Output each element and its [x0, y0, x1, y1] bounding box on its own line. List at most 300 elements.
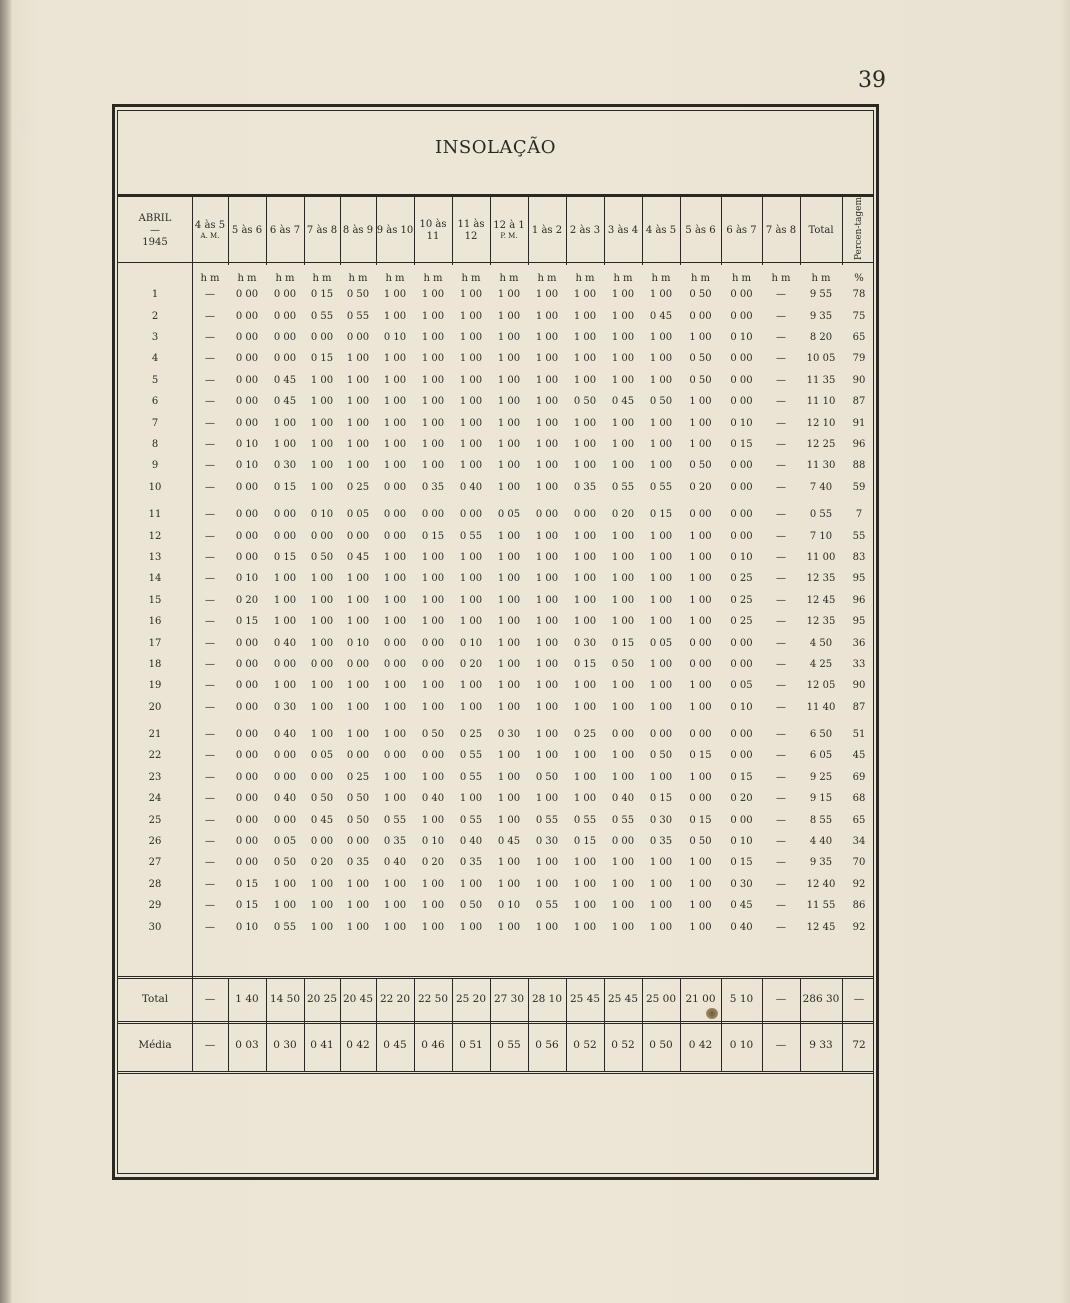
- value-cell: 1 00: [535, 878, 559, 890]
- table-bottom-rule: [117, 1071, 874, 1074]
- value-cell: 0 00: [689, 658, 712, 670]
- value-cell: 12 45: [806, 921, 836, 933]
- value-cell: 0 55: [535, 900, 559, 912]
- value-cell: 1 00: [421, 310, 445, 322]
- value-cell: 1 00: [346, 396, 370, 408]
- value-cell: 0 30: [497, 729, 521, 741]
- hour-column-label: 4 às 5: [194, 220, 226, 232]
- value-cell: 0 15: [310, 353, 334, 365]
- value-cell: 0 35: [459, 857, 483, 869]
- value-cell: 11 00: [806, 551, 836, 563]
- value-cell: —: [776, 616, 786, 628]
- value-cell: 0 50: [459, 900, 483, 912]
- column-rule: [228, 197, 229, 265]
- value-cell: 1 00: [689, 616, 712, 628]
- value-cell: 0 00: [235, 310, 259, 322]
- value-cell: 91: [852, 417, 866, 429]
- value-cell: —: [205, 396, 215, 408]
- value-cell: 1 00: [649, 417, 673, 429]
- value-cell: 0 00: [383, 509, 407, 521]
- percent-column-header: [842, 197, 876, 264]
- value-cell: 1 00: [421, 439, 445, 451]
- summary-value-cell: 0 03: [235, 1038, 259, 1051]
- column-rule: [642, 197, 643, 265]
- value-cell: 1 00: [346, 701, 370, 713]
- value-cell: 0 00: [235, 481, 259, 493]
- value-cell: 0 30: [273, 701, 297, 713]
- value-cell: 1 00: [459, 921, 483, 933]
- summary-value-cell: 25 00: [645, 992, 677, 1005]
- value-cell: 11 35: [806, 374, 836, 386]
- value-cell: 0 55: [611, 481, 635, 493]
- value-cell: 0 00: [730, 530, 753, 542]
- value-cell: 96: [852, 594, 866, 606]
- value-cell: —: [776, 793, 786, 805]
- value-cell: —: [205, 353, 215, 365]
- value-cell: 1 00: [497, 921, 521, 933]
- unit-label: h m: [771, 273, 791, 285]
- column-rule-totals: [566, 978, 567, 1071]
- table-row: [118, 504, 876, 525]
- value-cell: 55: [852, 530, 866, 542]
- summary-value-cell: 9 33: [809, 1038, 833, 1051]
- table-row: [118, 916, 876, 937]
- column-rule: [842, 197, 843, 265]
- value-cell: 88: [852, 460, 866, 472]
- value-cell: 0 00: [730, 750, 753, 762]
- value-cell: 9 55: [809, 289, 833, 301]
- unit-label: h m: [385, 273, 405, 285]
- value-cell: 0 15: [573, 658, 597, 670]
- column-rule-totals: [680, 978, 681, 1071]
- value-cell: —: [205, 921, 215, 933]
- value-cell: 1 00: [383, 594, 407, 606]
- value-cell: 1 00: [573, 439, 597, 451]
- value-cell: 1 00: [459, 878, 483, 890]
- hour-column-header: [800, 197, 842, 264]
- value-cell: 1 00: [573, 551, 597, 563]
- value-cell: 1 00: [497, 332, 521, 344]
- value-cell: 1 00: [573, 460, 597, 472]
- media-row-label: Média: [138, 1038, 172, 1051]
- value-cell: 1 00: [689, 594, 712, 606]
- table-row: [118, 568, 876, 589]
- value-cell: 1 00: [535, 793, 559, 805]
- ink-stain: [706, 1008, 718, 1019]
- value-cell: —: [776, 750, 786, 762]
- value-cell: 0 00: [383, 530, 407, 542]
- value-cell: 0 15: [730, 771, 753, 783]
- value-cell: 1 00: [573, 353, 597, 365]
- value-cell: 1 00: [421, 460, 445, 472]
- summary-value-cell: 0 55: [497, 1038, 521, 1051]
- value-cell: —: [205, 310, 215, 322]
- value-cell: 0 10: [235, 921, 259, 933]
- value-cell: —: [776, 374, 786, 386]
- insolation-table: [118, 197, 876, 1068]
- value-cell: 0 00: [273, 310, 297, 322]
- value-cell: 0 50: [535, 771, 559, 783]
- value-cell: 1 00: [459, 439, 483, 451]
- hour-column-label: 5 às 6: [231, 224, 263, 236]
- value-cell: 1 00: [421, 921, 445, 933]
- value-cell: —: [776, 530, 786, 542]
- value-cell: 0 15: [235, 878, 259, 890]
- value-cell: 1 00: [535, 481, 559, 493]
- hour-column-label: 4 às 5: [645, 224, 677, 236]
- value-cell: 1 00: [649, 439, 673, 451]
- value-cell: 34: [852, 836, 866, 848]
- value-cell: 0 50: [421, 729, 445, 741]
- value-cell: 0 00: [383, 637, 407, 649]
- value-cell: 1 00: [573, 594, 597, 606]
- value-cell: 0 10: [730, 701, 753, 713]
- value-cell: 0 00: [611, 836, 635, 848]
- value-cell: 0 55: [383, 814, 407, 826]
- column-rule-totals: [490, 978, 491, 1071]
- summary-value-cell: 14 50: [269, 992, 301, 1005]
- day-cell: 13: [148, 551, 162, 563]
- value-cell: 7 40: [809, 481, 833, 493]
- value-cell: —: [776, 417, 786, 429]
- value-cell: —: [205, 289, 215, 301]
- hour-column-header: [604, 197, 642, 264]
- value-cell: 1 00: [459, 460, 483, 472]
- value-cell: 0 10: [730, 551, 753, 563]
- column-rule: [566, 197, 567, 265]
- value-cell: 0 45: [346, 551, 370, 563]
- unit-label: h m: [575, 273, 595, 285]
- unit-label: h m: [811, 273, 831, 285]
- value-cell: 0 00: [273, 658, 297, 670]
- value-cell: 0 15: [310, 289, 334, 301]
- value-cell: 1 00: [383, 289, 407, 301]
- value-cell: —: [205, 460, 215, 472]
- value-cell: 1 00: [310, 417, 334, 429]
- value-cell: 1 00: [310, 701, 334, 713]
- column-rule: [192, 194, 193, 1072]
- value-cell: 0 50: [689, 374, 712, 386]
- summary-value-cell: 0 42: [688, 1038, 713, 1051]
- value-cell: 1 00: [649, 530, 673, 542]
- value-cell: 1 00: [649, 701, 673, 713]
- value-cell: 8 55: [809, 814, 833, 826]
- value-cell: 79: [852, 353, 866, 365]
- summary-value-cell: 0 45: [383, 1038, 407, 1051]
- table-row: [118, 767, 876, 788]
- value-cell: 1 00: [611, 616, 635, 628]
- column-rule: [490, 197, 491, 265]
- summary-value-cell: —: [775, 1038, 787, 1051]
- bleed-through-text: ░: [20, 118, 31, 134]
- summary-value-cell: 22 20: [379, 992, 411, 1005]
- value-cell: 1 00: [310, 481, 334, 493]
- table-row: [118, 434, 876, 455]
- summary-value-cell: 0 51: [459, 1038, 483, 1051]
- value-cell: 1 00: [689, 573, 712, 585]
- value-cell: 1 00: [689, 900, 712, 912]
- value-cell: 0 50: [273, 857, 297, 869]
- value-cell: 1 00: [689, 701, 712, 713]
- value-cell: 1 00: [497, 353, 521, 365]
- value-cell: 0 00: [383, 481, 407, 493]
- value-cell: 0 30: [573, 637, 597, 649]
- column-rule: [762, 197, 763, 265]
- value-cell: 1 00: [611, 921, 635, 933]
- value-cell: 0 00: [689, 310, 712, 322]
- value-cell: 87: [852, 701, 866, 713]
- value-cell: 1 00: [273, 439, 297, 451]
- value-cell: 0 00: [421, 637, 445, 649]
- table-row: [118, 697, 876, 718]
- value-cell: 1 00: [273, 573, 297, 585]
- value-cell: 0 20: [730, 793, 753, 805]
- value-cell: 1 00: [421, 900, 445, 912]
- summary-value-cell: 72: [852, 1038, 866, 1051]
- value-cell: 0 35: [383, 836, 407, 848]
- value-cell: 1 00: [535, 289, 559, 301]
- summary-value-cell: 1 40: [235, 992, 259, 1005]
- value-cell: 0 00: [649, 729, 673, 741]
- value-cell: 1 00: [273, 878, 297, 890]
- value-cell: 1 00: [611, 771, 635, 783]
- value-cell: 0 05: [649, 637, 673, 649]
- value-cell: 1 00: [421, 771, 445, 783]
- value-cell: 0 55: [459, 814, 483, 826]
- table-row: [118, 455, 876, 476]
- value-cell: 1 00: [346, 417, 370, 429]
- value-cell: 1 00: [535, 729, 559, 741]
- value-cell: 1 00: [611, 439, 635, 451]
- value-cell: 1 00: [611, 289, 635, 301]
- value-cell: 1 00: [421, 417, 445, 429]
- value-cell: 0 45: [273, 374, 297, 386]
- value-cell: 0 10: [421, 836, 445, 848]
- summary-value-cell: 0 46: [421, 1038, 445, 1051]
- value-cell: 1 00: [497, 750, 521, 762]
- value-cell: 0 00: [235, 509, 259, 521]
- hour-column-header: [266, 197, 304, 264]
- value-cell: 1 00: [535, 332, 559, 344]
- value-cell: 1 00: [689, 771, 712, 783]
- value-cell: 1 00: [383, 793, 407, 805]
- value-cell: 7: [855, 509, 863, 521]
- value-cell: 1 00: [535, 530, 559, 542]
- value-cell: 0 30: [730, 878, 753, 890]
- value-cell: 1 00: [649, 594, 673, 606]
- value-cell: 1 00: [611, 374, 635, 386]
- value-cell: 1 00: [649, 771, 673, 783]
- value-cell: 0 00: [730, 374, 753, 386]
- value-cell: 1 00: [383, 771, 407, 783]
- value-cell: —: [205, 793, 215, 805]
- value-cell: 1 00: [497, 658, 521, 670]
- value-cell: 11 10: [806, 396, 836, 408]
- value-cell: 1 00: [649, 374, 673, 386]
- value-cell: 0 00: [310, 332, 334, 344]
- value-cell: 0 00: [235, 793, 259, 805]
- value-cell: 1 00: [310, 374, 334, 386]
- value-cell: 1 00: [383, 310, 407, 322]
- hour-column-label: 6 às 7: [726, 224, 757, 236]
- value-cell: —: [776, 353, 786, 365]
- value-cell: 92: [852, 921, 866, 933]
- value-cell: 95: [852, 616, 866, 628]
- hour-column-sublabel: A. M.: [200, 232, 220, 241]
- table-row: [118, 611, 876, 632]
- column-rule-totals: [414, 978, 415, 1071]
- value-cell: 1 00: [573, 921, 597, 933]
- unit-label: h m: [312, 273, 332, 285]
- value-cell: 4 40: [809, 836, 833, 848]
- hour-column-label: 1 às 2: [531, 224, 563, 236]
- summary-value-cell: 27 30: [493, 992, 525, 1005]
- column-rule: [528, 197, 529, 265]
- value-cell: 96: [852, 439, 866, 451]
- value-cell: 1 00: [649, 573, 673, 585]
- unit-label: %: [854, 273, 864, 285]
- value-cell: 1 00: [573, 750, 597, 762]
- value-cell: 1 00: [649, 878, 673, 890]
- value-cell: 0 55: [611, 814, 635, 826]
- day-cell: 14: [148, 573, 162, 585]
- value-cell: 1 00: [573, 701, 597, 713]
- value-cell: 1 00: [421, 289, 445, 301]
- value-cell: 0 00: [235, 750, 259, 762]
- value-cell: 1 00: [383, 353, 407, 365]
- value-cell: 0 10: [235, 573, 259, 585]
- value-cell: 1 00: [689, 921, 712, 933]
- unit-label: h m: [537, 273, 557, 285]
- value-cell: —: [776, 460, 786, 472]
- hour-column-header: [192, 197, 228, 264]
- value-cell: 0 40: [611, 793, 635, 805]
- summary-value-cell: 5 10: [729, 992, 754, 1005]
- value-cell: 1 00: [346, 616, 370, 628]
- column-rule: [721, 197, 722, 265]
- value-cell: 1 00: [689, 332, 712, 344]
- value-cell: —: [776, 439, 786, 451]
- day-cell: 23: [148, 771, 162, 783]
- value-cell: 4 50: [809, 637, 833, 649]
- value-cell: 1 00: [497, 573, 521, 585]
- value-cell: 1 00: [310, 396, 334, 408]
- value-cell: 68: [852, 793, 866, 805]
- value-cell: 0 00: [235, 814, 259, 826]
- value-cell: 0 00: [310, 530, 334, 542]
- value-cell: 0 35: [649, 836, 673, 848]
- summary-value-cell: 0 41: [310, 1038, 334, 1051]
- value-cell: 1 00: [459, 310, 483, 322]
- value-cell: 0 45: [310, 814, 334, 826]
- value-cell: 1 00: [383, 729, 407, 741]
- value-cell: 0 00: [235, 836, 259, 848]
- value-cell: —: [776, 900, 786, 912]
- value-cell: 1 00: [535, 374, 559, 386]
- value-cell: —: [205, 680, 215, 692]
- value-cell: —: [776, 289, 786, 301]
- value-cell: 1 00: [689, 417, 712, 429]
- value-cell: 1 00: [383, 573, 407, 585]
- table-row: [118, 632, 876, 653]
- value-cell: —: [205, 332, 215, 344]
- table-row: [118, 852, 876, 873]
- value-cell: 51: [852, 729, 866, 741]
- value-cell: 1 00: [310, 637, 334, 649]
- value-cell: —: [776, 814, 786, 826]
- value-cell: 12 40: [806, 878, 836, 890]
- value-cell: 1 00: [459, 396, 483, 408]
- value-cell: 1 00: [649, 460, 673, 472]
- value-cell: 0 50: [346, 793, 370, 805]
- value-cell: 1 00: [383, 616, 407, 628]
- unit-label: h m: [499, 273, 519, 285]
- day-cell: 8: [151, 439, 159, 451]
- value-cell: 1 00: [535, 921, 559, 933]
- value-cell: 0 50: [573, 396, 597, 408]
- value-cell: 0 05: [346, 509, 370, 521]
- table-row: [118, 895, 876, 916]
- value-cell: 1 00: [310, 878, 334, 890]
- value-cell: —: [205, 814, 215, 826]
- value-cell: 1 00: [310, 921, 334, 933]
- value-cell: 1 00: [459, 793, 483, 805]
- value-cell: 1 00: [573, 680, 597, 692]
- value-cell: 1 00: [497, 310, 521, 322]
- value-cell: 0 10: [383, 332, 407, 344]
- value-cell: 11 40: [806, 701, 836, 713]
- hour-column-label: 6 às 7: [269, 224, 301, 236]
- spacer-cell: [118, 938, 192, 976]
- value-cell: 1 00: [346, 439, 370, 451]
- value-cell: 1 00: [383, 439, 407, 451]
- value-cell: 1 00: [535, 439, 559, 451]
- value-cell: 0 15: [649, 509, 673, 521]
- value-cell: 0 00: [730, 637, 753, 649]
- hour-column-label: 10 às 11: [419, 218, 447, 242]
- value-cell: 0 00: [235, 701, 259, 713]
- value-cell: 1 00: [497, 793, 521, 805]
- value-cell: 92: [852, 878, 866, 890]
- value-cell: 1 00: [273, 417, 297, 429]
- value-cell: 0 00: [535, 509, 559, 521]
- value-cell: 1 00: [421, 353, 445, 365]
- value-cell: —: [205, 658, 215, 670]
- value-cell: 0 20: [310, 857, 334, 869]
- hour-column-label: 9 às 10: [376, 224, 414, 236]
- column-rule: [266, 197, 267, 265]
- value-cell: 1 00: [611, 353, 635, 365]
- value-cell: 0 50: [689, 460, 712, 472]
- hour-column-label: 7 às 8: [765, 224, 797, 236]
- value-cell: 0 00: [421, 658, 445, 670]
- day-cell: 11: [148, 509, 162, 521]
- day-cell: 18: [148, 658, 162, 670]
- value-cell: 1 00: [383, 701, 407, 713]
- unit-label: h m: [651, 273, 671, 285]
- column-rule: [800, 197, 801, 265]
- page-binding: [0, 0, 12, 1303]
- value-cell: 0 25: [730, 616, 753, 628]
- table-row: [118, 348, 876, 369]
- value-cell: —: [205, 701, 215, 713]
- value-cell: 0 00: [235, 417, 259, 429]
- value-cell: 1 00: [649, 353, 673, 365]
- value-cell: 0 50: [689, 353, 712, 365]
- value-cell: —: [205, 417, 215, 429]
- value-cell: 0 10: [497, 900, 521, 912]
- summary-value-cell: 25 45: [607, 992, 639, 1005]
